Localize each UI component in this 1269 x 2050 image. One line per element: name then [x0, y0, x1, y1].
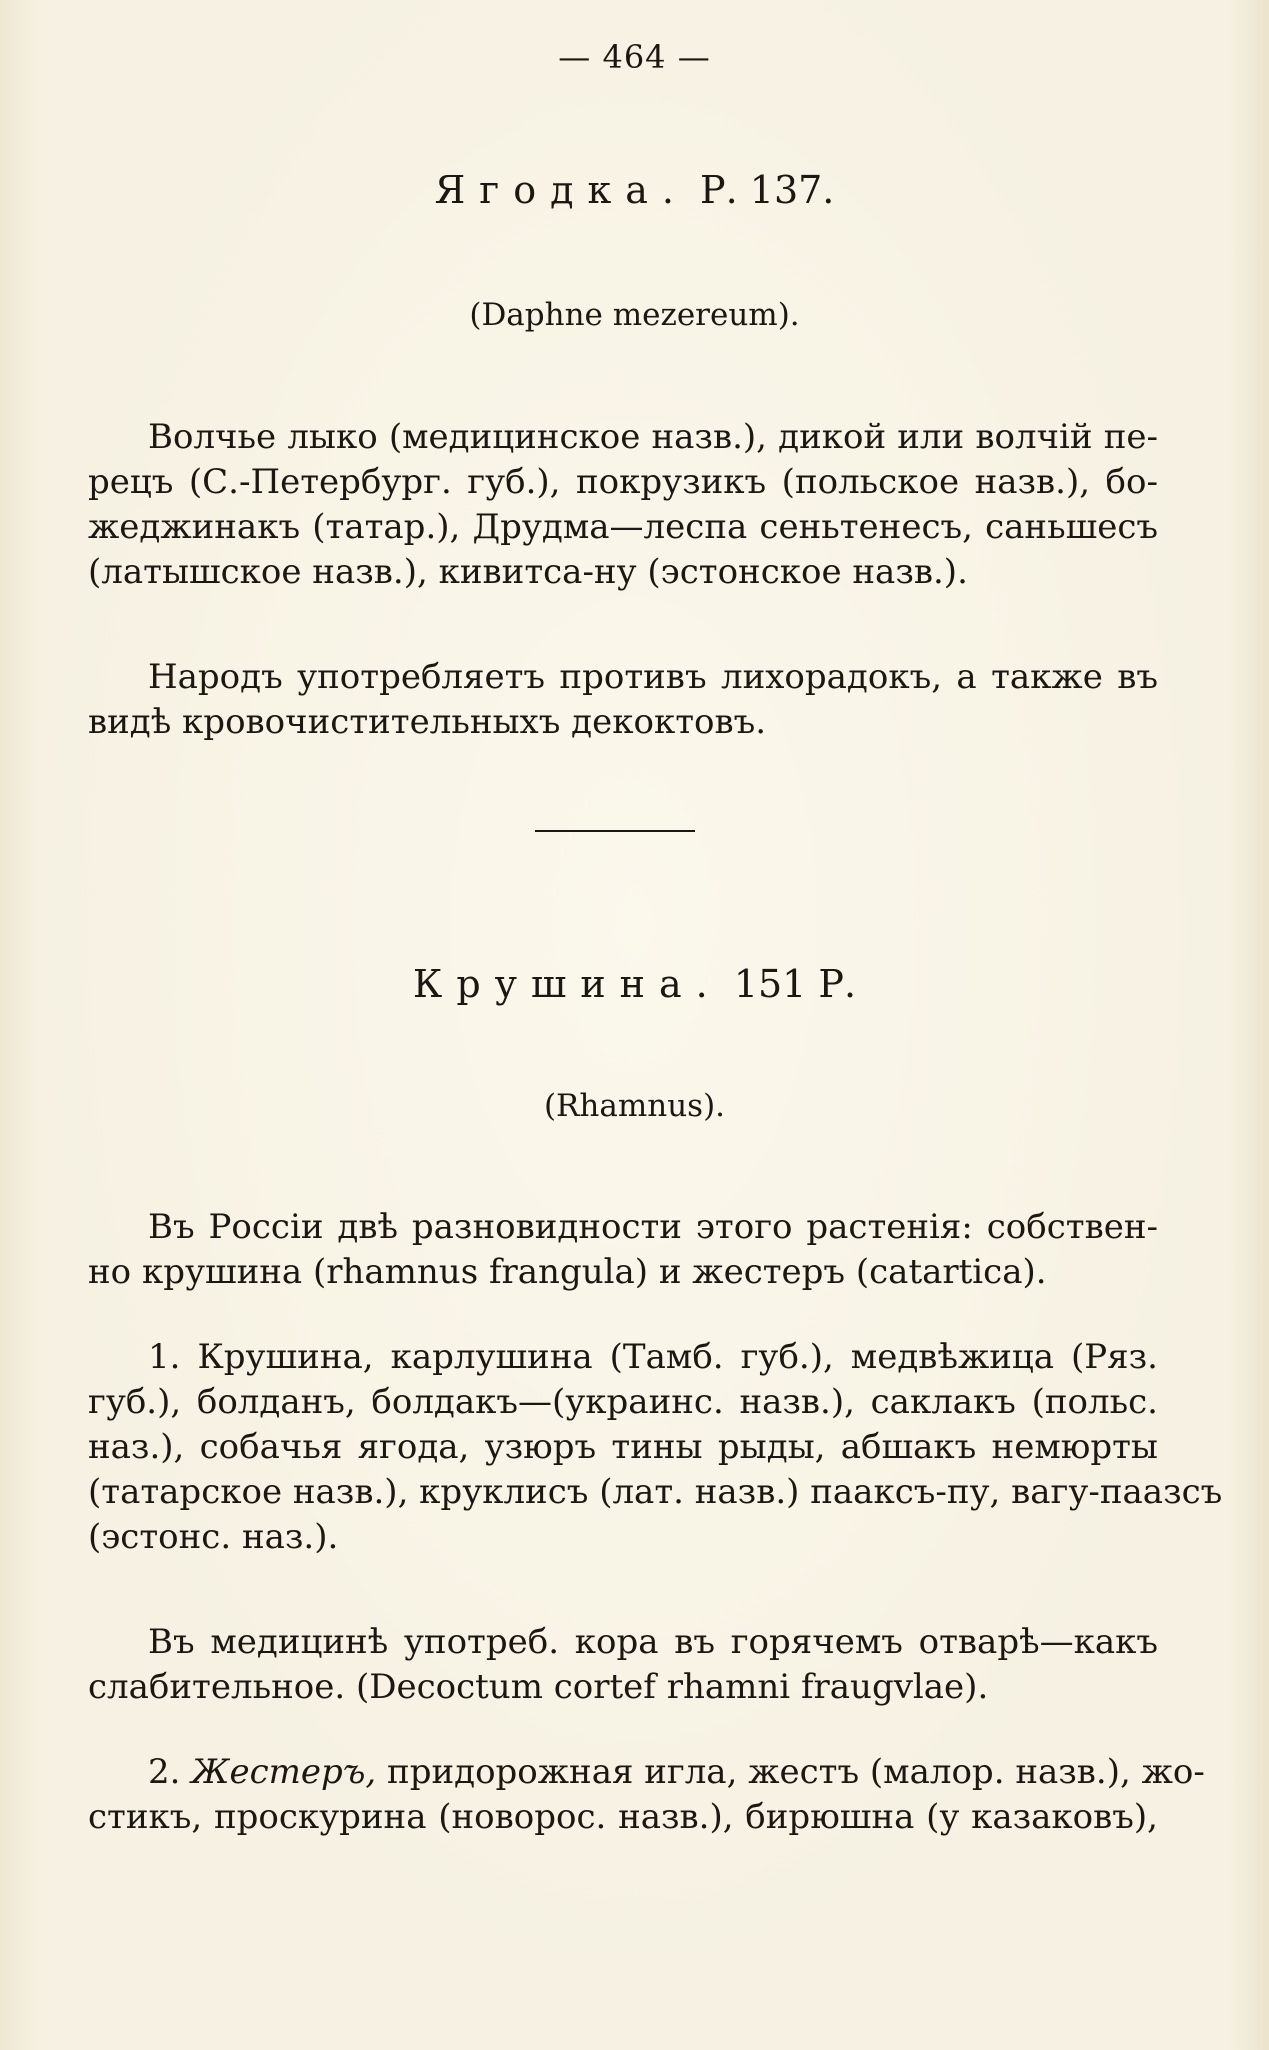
latin-name-rhamnus: (Rhamnus).	[543, 1088, 726, 1124]
paragraph-medicine-krushina	[88, 1620, 1158, 1710]
text-line: (эстонс. наз.).	[88, 1517, 339, 1557]
text-line: Въ Россіи двѣ разновидности этого растенія: собствен-	[148, 1207, 1158, 1247]
paragraph-usage-daphne	[88, 655, 1158, 745]
heading-ref: 151 Р.	[733, 962, 857, 1006]
heading-ref: Р. 137.	[700, 168, 835, 212]
text-line: слабительное. (Decoctum cortef rhamni fraugvlae).	[88, 1667, 989, 1707]
section-heading-krushina	[0, 962, 1269, 1006]
text-line: видѣ кровочистительныхъ декоктовъ.	[88, 702, 767, 742]
text-line: Волчье лыко (медицинское назв.), дикой или волчій пе-	[148, 417, 1158, 457]
line-rest: придорожная игла, жестъ (малор. назв.), жо-	[387, 1752, 1205, 1792]
paragraph-varieties	[88, 1205, 1158, 1295]
italic-term: Жестеръ,	[191, 1752, 377, 1792]
text-line: (латышское назв.), кивитса-ну (эстонское назв.).	[88, 552, 968, 592]
text-line: Народъ употребляетъ противъ лихорадокъ, а также въ	[148, 657, 1158, 697]
text-line	[88, 1750, 1205, 1795]
text-line: Въ медицинѣ употреб. кора въ горячемъ отварѣ—какъ	[148, 1622, 1158, 1662]
text-line: жеджинакъ (татар.), Друдма—леспа сеньтенесъ, саньшесъ	[88, 507, 1158, 547]
paragraph-names-krushina	[88, 1335, 1223, 1560]
section-heading-yagodka	[0, 168, 1269, 212]
text-line: наз.), собачья ягода, узюръ тины рыды, абшакъ немюрты	[88, 1427, 1158, 1467]
heading-word: Крушина.	[412, 962, 722, 1006]
item-number: 2.	[148, 1752, 181, 1792]
heading-word: Ягодка.	[434, 168, 688, 212]
text-line: (татарское назв.), круклисъ (лат. назв.) пааксъ-пу, вагу-паазсъ	[88, 1472, 1223, 1512]
text-line: стикъ, проскурина (новорос. назв.), бирюшна (у казаковъ),	[88, 1797, 1158, 1837]
text-line: рецъ (С.-Петербург. губ.), покрузикъ (польское назв.), бо-	[88, 462, 1158, 502]
text-line: губ.), болданъ, болдакъ—(украинс. назв.), саклакъ (польс.	[88, 1382, 1158, 1422]
page-number: — 464 —	[558, 38, 711, 76]
latin-name-daphne: (Daphne mezereum).	[469, 297, 800, 333]
paragraph-zhester	[88, 1750, 1205, 1840]
text-line: но крушина (rhamnus frangula) и жестеръ (catartica).	[88, 1252, 1047, 1292]
text-line: 1. Крушина, карлушина (Тамб. губ.), медвѣжица (Ряз.	[148, 1337, 1158, 1377]
section-divider	[535, 830, 695, 832]
paragraph-names-daphne	[88, 415, 1158, 595]
